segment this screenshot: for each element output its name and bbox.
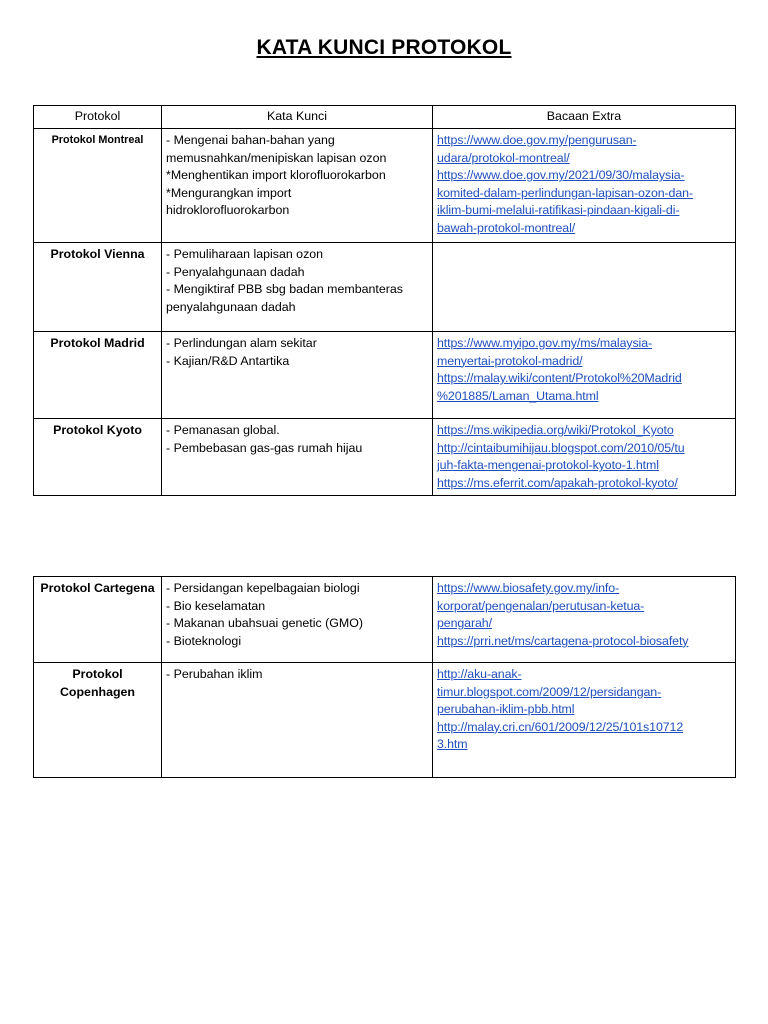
link-doe-malaysia-part1[interactable]: https://www.doe.gov.my/2021/09/30/malaysia-: [437, 168, 685, 183]
link-aku-anak-timur-part1[interactable]: http://aku-anak-: [437, 667, 522, 681]
link-malay-wiki-part2[interactable]: %201885/Laman_Utama.html: [437, 388, 599, 403]
protocol-name: Protokol Cartegena: [34, 577, 162, 663]
keywords-cell: [162, 129, 433, 243]
header-protokol: Protokol: [34, 106, 162, 129]
keyword-line: *Menghentikan import klorofluorokarbon: [166, 168, 386, 183]
keyword-line: hidroklorofluorokarbon: [166, 203, 290, 218]
link-aku-anak-timur-part2[interactable]: timur.blogspot.com/2009/12/persidangan-: [437, 684, 662, 699]
keyword-line: - Bio keselamatan: [166, 598, 266, 613]
links-cell: [433, 129, 736, 243]
link-cintaibumihijau-part1[interactable]: http://cintaibumihijau.blogspot.com/2010/05/tu: [437, 440, 685, 455]
links-cell: [433, 577, 736, 663]
keywords-cell: [162, 663, 433, 778]
keywords-cell: [162, 577, 433, 663]
protocol-name: Protokol Kyoto: [34, 419, 162, 496]
keyword-line: - Kajian/R&D Antartika: [166, 353, 290, 368]
table-row-madrid: [34, 332, 736, 419]
link-biosafety-part3[interactable]: pengarah/: [437, 616, 492, 631]
keyword-line: penyalahgunaan dadah: [166, 299, 296, 314]
links-cell: [433, 419, 736, 496]
table-row-copenhagen: [34, 663, 736, 778]
keyword-line: - Penyalahgunaan dadah: [166, 264, 305, 279]
header-bacaan-extra: Bacaan Extra: [433, 106, 736, 129]
link-prri-cartagena[interactable]: https://prri.net/ms/cartagena-protocol-biosafety: [437, 633, 689, 648]
keyword-line: - Pemanasan global.: [166, 423, 280, 437]
link-myipo-part2[interactable]: menyertai-protokol-madrid/: [437, 353, 583, 368]
keyword-line: - Persidangan kepelbagaian biologi: [166, 581, 360, 595]
table-header-row: [34, 106, 736, 129]
keyword-line: - Perubahan iklim: [166, 667, 263, 681]
protocol-name-line: Protokol: [72, 667, 123, 681]
link-doe-pengurusan-part2[interactable]: udara/protokol-montreal/: [437, 150, 570, 165]
page-title: KATA KUNCI PROTOKOL: [256, 36, 512, 59]
link-biosafety-part1[interactable]: https://www.biosafety.gov.my/info-: [437, 581, 620, 595]
link-doe-malaysia-part2[interactable]: komited-dalam-perlindungan-lapisan-ozon-dan-: [437, 185, 693, 200]
link-aku-anak-timur-part3[interactable]: perubahan-iklim-pbb.html: [437, 702, 575, 717]
link-myipo-part1[interactable]: https://www.myipo.gov.my/ms/malaysia-: [437, 336, 653, 350]
link-eferrit-kyoto[interactable]: https://ms.eferrit.com/apakah-protokol-kyoto/: [437, 475, 678, 490]
keyword-line: - Mengenai bahan-bahan yang: [166, 133, 335, 147]
keyword-line: - Bioteknologi: [166, 633, 242, 648]
link-wikipedia-kyoto[interactable]: https://ms.wikipedia.org/wiki/Protokol_Kyoto: [437, 423, 674, 437]
protocol-name: [34, 663, 162, 778]
keyword-line: - Perlindungan alam sekitar: [166, 336, 317, 350]
link-malay-cri-part2[interactable]: 3.htm: [437, 737, 468, 752]
links-cell: [433, 332, 736, 419]
link-doe-malaysia-part4[interactable]: bawah-protokol-montreal/: [437, 220, 576, 235]
links-cell: [433, 663, 736, 778]
keyword-line: *Mengurangkan import: [166, 185, 292, 200]
keywords-cell: [162, 332, 433, 419]
protocol-name-line: Copenhagen: [59, 684, 136, 699]
protocol-name: Protokol Madrid: [34, 332, 162, 419]
protocol-name: Protokol Montreal: [34, 129, 162, 243]
keyword-line: - Pembebasan gas-gas rumah hijau: [166, 440, 363, 455]
table-row-kyoto: [34, 419, 736, 496]
links-cell-empty: [433, 243, 736, 332]
link-malay-cri-part1[interactable]: http://malay.cri.cn/601/2009/12/25/101s10712: [437, 719, 684, 734]
keyword-line: - Makanan ubahsuai genetic (GMO): [166, 616, 363, 631]
table-row-vienna: [34, 243, 736, 332]
link-cintaibumihijau-part2[interactable]: juh-fakta-mengenai-protokol-kyoto-1.html: [437, 458, 659, 473]
link-doe-malaysia-part3[interactable]: iklim-bumi-melalui-ratifikasi-pindaan-kigali-di-: [437, 203, 680, 218]
keywords-cell: [162, 419, 433, 496]
link-malay-wiki-part1[interactable]: https://malay.wiki/content/Protokol%20Madrid: [437, 371, 682, 386]
keywords-cell: [162, 243, 433, 332]
protocol-table-2: [33, 576, 736, 778]
header-kata-kunci: Kata Kunci: [162, 106, 433, 129]
protocol-name: Protokol Vienna: [34, 243, 162, 332]
table-row-montreal: [34, 129, 736, 243]
keyword-line: - Pemuliharaan lapisan ozon: [166, 247, 324, 261]
protocol-table-1: [33, 105, 736, 496]
link-biosafety-part2[interactable]: korporat/pengenalan/perutusan-ketua-: [437, 598, 645, 613]
table-row-cartegena: [34, 577, 736, 663]
link-doe-pengurusan-part1[interactable]: https://www.doe.gov.my/pengurusan-: [437, 133, 637, 147]
keyword-line: - Mengiktiraf PBB sbg badan membanteras: [166, 282, 403, 297]
keyword-line: memusnahkan/menipiskan lapisan ozon: [166, 150, 387, 165]
